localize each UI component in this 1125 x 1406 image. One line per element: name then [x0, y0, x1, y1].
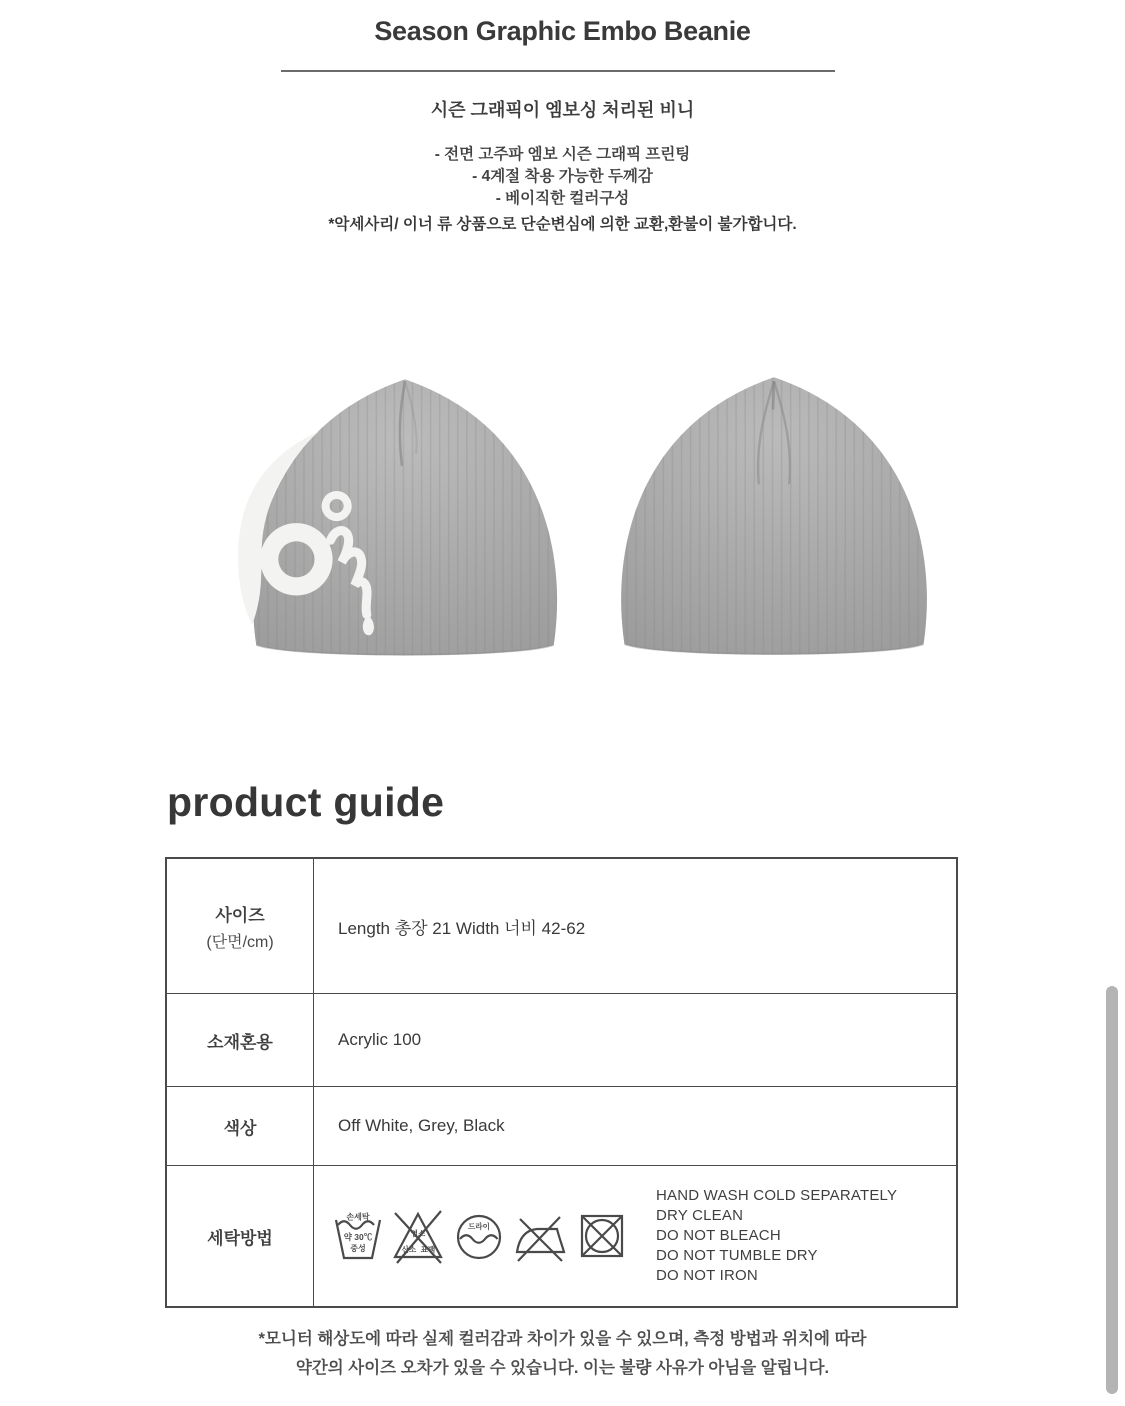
feature-list — [0, 144, 1125, 210]
exchange-notice: *악세사리/ 이너 류 상품으로 단순변심에 의한 교환,환불이 불가합니다. — [328, 216, 797, 233]
feature-line: - 베이직한 컬러구성 — [495, 190, 630, 207]
do-not-tumble-dry-icon — [572, 1206, 632, 1266]
care-line: HAND WASH COLD SEPARATELY — [656, 1187, 898, 1204]
care-line: DO NOT BLEACH — [656, 1227, 781, 1244]
product-guide-heading: product guide — [167, 779, 445, 825]
beanie-front-image — [218, 333, 592, 676]
feature-line: - 전면 고주파 엠보 시즌 그래픽 프린팅 — [434, 146, 691, 163]
beanie-back-image — [586, 330, 962, 676]
row-value-material: Acrylic 100 — [338, 1030, 422, 1049]
row-sublabel-text: (단면/cm) — [206, 933, 274, 951]
row-label-text: 사이즈 — [215, 905, 265, 925]
row-value-size: Length 총장 21 Width 너비 42-62 — [338, 918, 586, 938]
row-value-color: Off White, Grey, Black — [338, 1116, 505, 1135]
svg-text:약 30℃: 약 30℃ — [343, 1232, 373, 1242]
beanie-back-graphic — [586, 330, 962, 671]
row-label-color — [167, 1087, 314, 1165]
scrollbar-thumb[interactable] — [1106, 986, 1118, 1394]
row-label-size — [167, 859, 314, 993]
care-instructions — [656, 1186, 897, 1286]
dry-clean-icon — [450, 1206, 508, 1266]
svg-text:드라이: 드라이 — [468, 1222, 490, 1231]
row-label-text: 색상 — [223, 1118, 257, 1138]
svg-text:산소: 산소 — [401, 1245, 417, 1254]
table-row-care — [167, 1165, 956, 1306]
table-row-size — [167, 859, 956, 993]
product-subtitle: 시즌 그래픽이 엠보싱 처리된 비니 — [430, 100, 695, 120]
row-label-text: 소재혼용 — [207, 1032, 273, 1052]
svg-text:표백: 표백 — [420, 1245, 436, 1254]
care-symbols — [330, 1206, 632, 1266]
row-label-care — [167, 1166, 314, 1306]
row-label-material — [167, 994, 314, 1086]
spec-table — [165, 857, 958, 1308]
disclaimer-line: *모니터 해상도에 따라 실제 컬러감과 차이가 있을 수 있으며, 측정 방법과 위치에 따라 — [258, 1330, 867, 1348]
disclaimer-line: 약간의 사이즈 오차가 있을 수 있습니다. 이는 불량 사유가 아님을 알립니다. — [295, 1359, 830, 1377]
disclaimer — [0, 1325, 1125, 1383]
svg-text:염소: 염소 — [410, 1229, 426, 1238]
page-title: Season Graphic Embo Beanie — [374, 16, 751, 46]
do-not-bleach-icon — [388, 1206, 448, 1266]
beanie-front-graphic — [218, 333, 592, 671]
title-divider — [281, 70, 835, 72]
svg-text:중성: 중성 — [350, 1244, 366, 1253]
care-line: DO NOT TUMBLE DRY — [656, 1247, 818, 1264]
table-row-color — [167, 1086, 956, 1165]
do-not-iron-icon — [510, 1206, 570, 1266]
feature-line: - 4계절 착용 가능한 두께감 — [472, 168, 653, 185]
row-label-text: 세탁방법 — [207, 1228, 273, 1248]
care-line: DO NOT IRON — [656, 1267, 758, 1284]
care-line: DRY CLEAN — [656, 1207, 744, 1224]
handwash-icon — [330, 1206, 386, 1266]
table-row-material — [167, 993, 956, 1086]
row-value-care — [314, 1166, 956, 1306]
svg-text:손세탁: 손세탁 — [346, 1212, 370, 1222]
